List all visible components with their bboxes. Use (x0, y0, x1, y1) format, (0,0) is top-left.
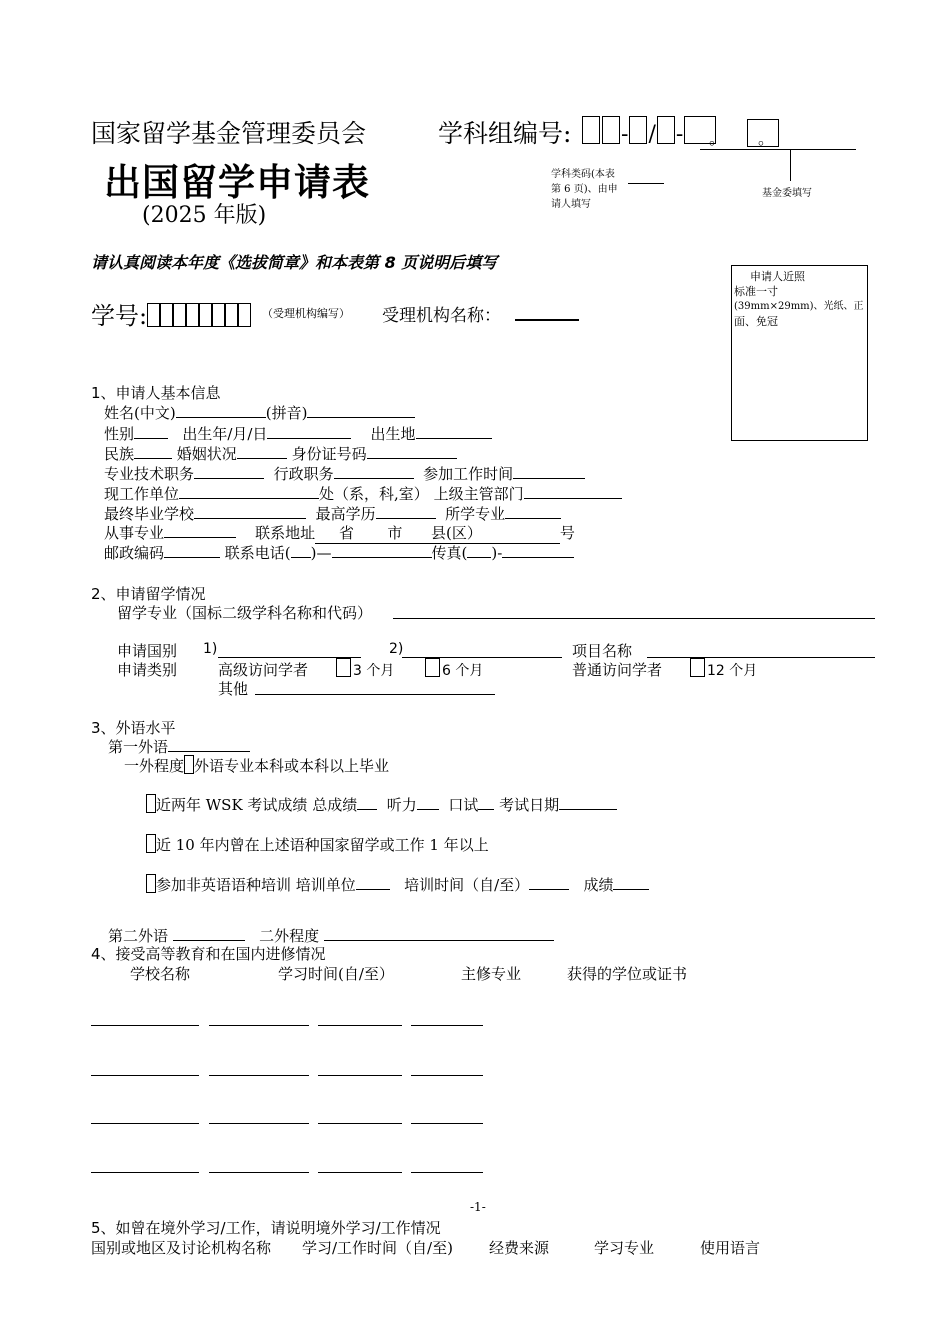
tech-title-field[interactable] (194, 464, 264, 479)
row-name: 姓名(中文) (拼音) (104, 402, 415, 423)
s5-header-funding: 经费来源 (489, 1239, 550, 1257)
id-field[interactable] (367, 444, 457, 459)
row-gender: 性别 出生年/月/日 出生地 (104, 423, 492, 444)
project-field[interactable] (647, 657, 875, 658)
student-no-note: （受理机构编写） (262, 307, 350, 320)
subject-code-boxes[interactable]: - / - (581, 116, 717, 147)
fax-area-field[interactable] (467, 543, 491, 558)
wsk-total-field[interactable] (357, 795, 377, 810)
page-number: -1- (470, 1200, 486, 1214)
student-no-boxes[interactable] (147, 302, 251, 330)
major-field[interactable] (505, 504, 561, 519)
row-level-opt3: 近 10 年内曾在上述语种国家留学或工作 1 年以上 (146, 834, 489, 855)
pinyin-field[interactable] (307, 403, 415, 418)
checkbox-major-grad[interactable] (184, 755, 194, 774)
training-unit-field[interactable] (356, 875, 390, 890)
photo-req: 面、免冠 (734, 315, 778, 328)
other-label: 其他 (218, 680, 249, 698)
field-field[interactable] (164, 523, 236, 538)
second-lang-field[interactable] (173, 926, 245, 941)
code-box-csc[interactable] (747, 119, 779, 147)
postcode-field[interactable] (164, 543, 220, 558)
label-6-months: 6 个月 (442, 663, 484, 679)
row-level-opt4: 参加非英语语种培训 培训单位 培训时间（自/至） 成绩 (146, 874, 649, 895)
checkbox-6-months[interactable] (425, 658, 440, 677)
row-first-lang: 第一外语 (108, 736, 250, 757)
gender-field[interactable] (134, 424, 168, 439)
birthdate-field[interactable] (267, 424, 351, 439)
education-field[interactable] (376, 504, 436, 519)
s5-header-language: 使用语言 (700, 1239, 761, 1257)
grad-school-field[interactable] (194, 504, 306, 519)
code-dot-2: 。 (758, 129, 775, 148)
student-no-row (91, 296, 251, 331)
section-3-title: 3、外语水平 (91, 719, 176, 737)
checkbox-12-months[interactable] (690, 658, 705, 677)
student-no-label: 学号: (91, 302, 148, 330)
row-second-lang: 第二外语 二外程度 (108, 925, 554, 946)
subject-type-note: 学科类码(本表 第 6 页)、由申 请人填写 (551, 169, 618, 210)
s5-header-country: 国别或地区及讨论机构名称 (91, 1239, 272, 1257)
row-level-opt2: 近两年 WSK 考试成绩 总成绩 听力 口试 考试日期 (146, 794, 617, 815)
s4-header-major: 主修专业 (461, 965, 522, 983)
row-level-opt1: 一外程度 外语专业本科或本科以上毕业 (124, 757, 390, 775)
ethnicity-field[interactable] (134, 444, 172, 459)
org-name: 国家留学基金管理委员会 (91, 119, 367, 148)
photo-box[interactable] (731, 265, 868, 441)
checkbox-training[interactable] (146, 874, 156, 893)
agency-field[interactable] (515, 319, 579, 321)
section-4-title: 4、接受高等教育和在国内进修情况 (91, 945, 326, 963)
row-contact: 邮政编码 联系电话( )— 传真( )- (104, 542, 574, 563)
address-field[interactable]: 省 市 县(区） (315, 522, 560, 544)
study-major-field[interactable] (393, 618, 875, 619)
row-address: 从事专业 联系地址 省 市 县(区） 号 (104, 524, 575, 542)
other-field[interactable] (255, 694, 495, 695)
row-ethnicity: 民族 婚姻状况 身份证号码 (104, 443, 457, 464)
s5-header-major: 学习专业 (594, 1239, 655, 1257)
fax-field[interactable] (502, 543, 574, 558)
name-cn-field[interactable] (176, 403, 266, 418)
employer-field[interactable] (179, 484, 319, 499)
second-level-field[interactable] (324, 926, 554, 941)
section-1-title: 1、申请人基本信息 (91, 384, 221, 402)
instruction: 请认真阅读本年度《选拔简章》和本表第 8 页说明后填写 (91, 253, 498, 272)
label-3-months: 3 个月 (353, 663, 395, 679)
checkbox-abroad[interactable] (146, 834, 156, 853)
wsk-oral-field[interactable] (478, 795, 494, 810)
label-12-months: 12 个月 (707, 663, 758, 679)
s5-header-time: 学习/工作时间（自/至) (302, 1239, 453, 1257)
section-5-title: 5、如曾在境外学习/工作，请说明境外学习/工作情况 (91, 1219, 441, 1237)
s4-header-time: 学习时间(自/至） (278, 965, 394, 983)
s4-header-school: 学校名称 (130, 965, 191, 983)
csc-pointer (790, 149, 791, 181)
note-line (628, 183, 664, 184)
wsk-date-field[interactable] (559, 795, 617, 810)
photo-size: 标准一寸 (734, 285, 778, 298)
row-employer: 现工作单位 处（系，科,室） 上级主管部门 (104, 483, 622, 504)
form-title: 出国留学申请表 (104, 160, 370, 204)
code-underline (700, 149, 856, 150)
code-dot-1: 。 (709, 129, 726, 148)
checkbox-wsk[interactable] (146, 794, 156, 813)
category-label: 申请类别 (117, 661, 178, 679)
general-visiting-label: 普通访问学者 (572, 661, 663, 679)
agency-label: 受理机构名称： (382, 306, 501, 326)
admin-title-field[interactable] (334, 464, 414, 479)
phone-area-field[interactable] (291, 543, 311, 558)
csc-fill-note: 基金委填写 (762, 188, 812, 199)
section-2-title: 2、申请留学情况 (91, 585, 206, 603)
country-label: 申请国别 (117, 642, 178, 660)
training-score-field[interactable] (613, 875, 649, 890)
marital-field[interactable] (237, 444, 287, 459)
subject-code-label: 学科组编号: (438, 119, 572, 148)
photo-dims: (39mm×29mm)、光纸、正 (734, 301, 864, 312)
photo-label: 申请人近照 (750, 270, 805, 283)
work-start-field[interactable] (513, 464, 585, 479)
row-education: 最终毕业学校 最高学历 所学专业 (104, 503, 561, 524)
wsk-listen-field[interactable] (417, 795, 439, 810)
country-1-label: 1) (203, 641, 218, 657)
senior-visiting-label: 高级访问学者 (218, 661, 309, 679)
training-time-field[interactable] (529, 875, 569, 890)
superior-field[interactable] (524, 484, 622, 499)
checkbox-3-months[interactable] (336, 658, 351, 677)
phone-field[interactable] (332, 543, 432, 558)
s4-header-degree: 获得的学位或证书 (567, 965, 688, 983)
birthplace-field[interactable] (416, 424, 492, 439)
country-2-label: 2) (389, 641, 404, 657)
project-label: 项目名称 (572, 642, 633, 660)
form-version: (2025 年版) (142, 203, 267, 228)
first-lang-field[interactable] (168, 737, 250, 752)
row-study-major: 留学专业（国标二级学科名称和代码） (117, 604, 373, 622)
row-titles: 专业技术职务 行政职务 参加工作时间 (104, 463, 585, 484)
